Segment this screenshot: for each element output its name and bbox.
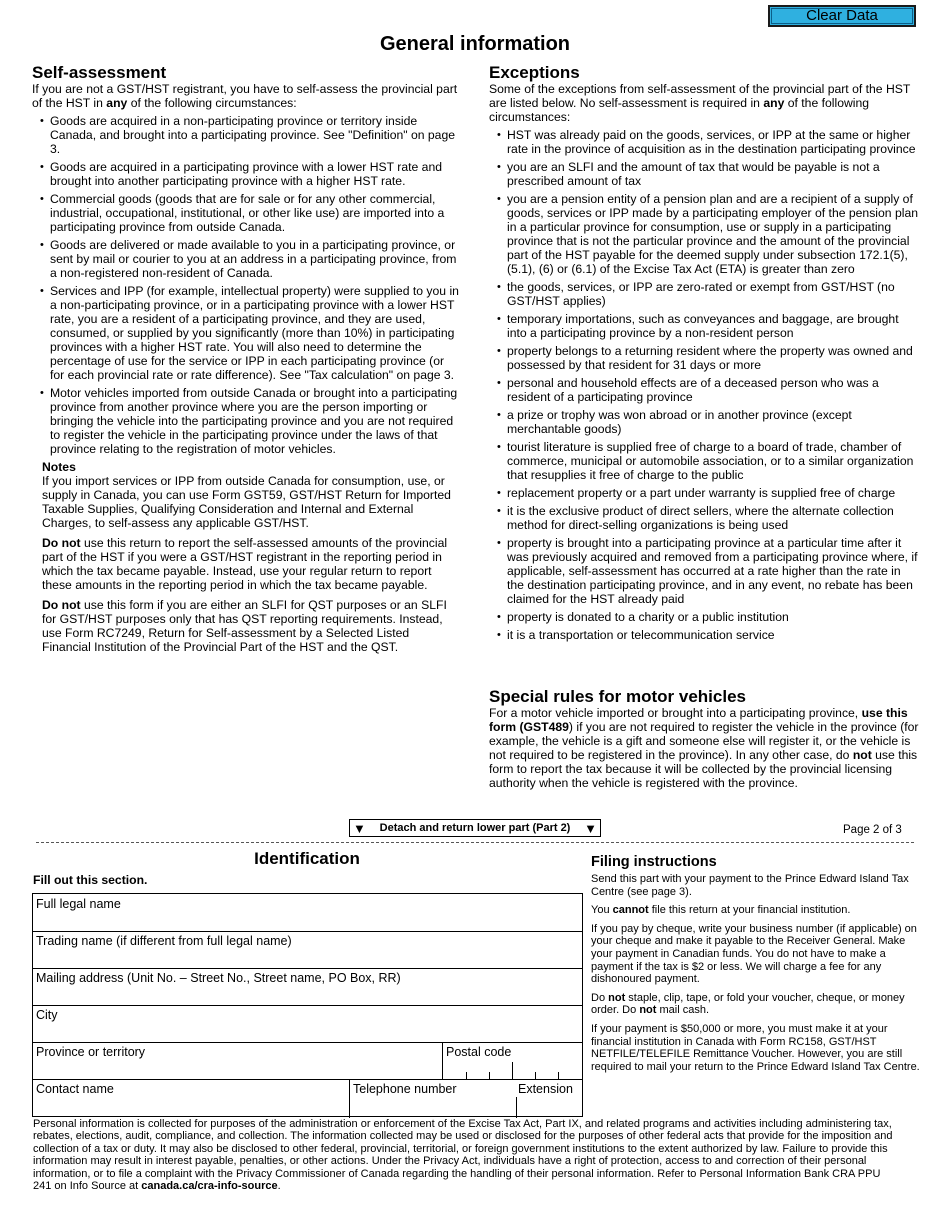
self-assessment-section <box>32 64 460 660</box>
list-item: • property belongs to a returning resident where the property was owned and possessed by that resident for 31 days or more <box>489 344 919 372</box>
list-item: • Motor vehicles imported from outside Canada or brought into a participating province from another province where you are the person importing or bringing the vehicle into the participating province and you are not required to register the vehicle in the participating province under the laws of that province relating to the registration of motor vehicles. <box>32 386 460 456</box>
filing-paragraph: If you pay by cheque, write your business number (if applicable) on your cheque and make it payable to the Receiver General. Make your payment in Canadian funds. You do not have to make a payment if the tax is $2 or less. We will charge a fee for any dishonoured payment. <box>591 922 917 986</box>
list-item: • it is the exclusive product of direct sellers, where the alternate collection method for direct-selling organizations is being used <box>489 504 919 532</box>
down-triangle-icon: ▼ <box>584 821 597 836</box>
list-item: • Services and IPP (for example, intellectual property) were supplied to you in a non-participating province, or in a participating province with a lower HST rate, you are a resident of a participating province, and they are used, consumed, or supplied by you significantly (more than 10%) in participating provinces with a higher HST rate. You will also need to determine the percentage of use for the service or IPP in each participating province (or for each provincial rate or rate difference). See "Tax calculation" on page 3. <box>32 284 460 382</box>
filing-paragraph: Send this part with your payment to the Prince Edward Island Tax Centre (see page 3). <box>591 873 909 898</box>
postal-code-label: Postal code <box>446 1045 512 1059</box>
trading-name-field[interactable] <box>33 931 582 968</box>
mailing-address-label: Mailing address (Unit No. – Street No., Street name, PO Box, RR) <box>36 971 401 985</box>
detach-line <box>36 842 914 843</box>
list-item: • Goods are delivered or made available to you in a participating province, or sent by mail or courier to you at an address in a participating province, from a non-registered non-resident of Canada. <box>32 238 460 280</box>
exceptions-section <box>489 64 919 646</box>
self-assessment-heading: Self-assessment <box>32 63 167 82</box>
city-label: City <box>36 1008 58 1022</box>
self-assessment-list <box>32 114 460 456</box>
filing-paragraph: Do not staple, clip, tape, or fold your voucher, cheque, or money order. Do not mail cash. <box>591 991 905 1017</box>
motor-vehicles-heading: Special rules for motor vehicles <box>489 687 746 706</box>
extension-field[interactable] <box>517 1079 582 1116</box>
motor-vehicles-text: For a motor vehicle imported or brought into a participating province, use this form (GST489) if you are not required to register the vehicle in the province (for example, the vehicle is a gift and someone else will register it, or the vehicle is not required to be registered in the province). In any other case, do not use this form to report the tax because it will be collected by the provincial licensing authority when the vehicle is registered with the province. <box>489 706 919 790</box>
detach-label: ▼ Detach and return lower part (Part 2) ▼ <box>349 819 601 837</box>
filing-paragraph: If your payment is $50,000 or more, you must make it at your financial institution in Canada with Form RC158, GST/HST NETFILE/TELEFILE Remittance Voucher. However, you are still required to mail your return to the Prince Edward Island Tax Centre. <box>591 1022 920 1073</box>
note-paragraph: Do not use this form if you are either an SLFI for QST purposes or an SLFI for GST/HST purposes only that has QST reporting requirements. Instead, use Form RC7249, Return for Self-assessment by a Selected Listed Financial Institution of the Provincial Part of the HST and the QST. <box>42 598 447 654</box>
telephone-field[interactable] <box>350 1079 516 1116</box>
extension-label: Extension <box>518 1082 573 1096</box>
mailing-address-field[interactable] <box>33 968 582 1005</box>
list-item: • you are an SLFI and the amount of tax that would be payable is not a prescribed amount of tax <box>489 160 919 188</box>
legal-name-field[interactable] <box>33 894 582 931</box>
list-item: • personal and household effects are of a deceased person who was a resident of a participating province <box>489 376 919 404</box>
identification-title: Identification <box>254 849 360 868</box>
page-title: General information <box>379 33 571 55</box>
list-item: • the goods, services, or IPP are zero-rated or exempt from GST/HST (no GST/HST applies) <box>489 280 919 308</box>
exceptions-intro: Some of the exceptions from self-assessment of the provincial part of the HST are listed below. No self-assessment is required in any of the following circumstances: <box>489 82 911 124</box>
telephone-label: Telephone number <box>353 1082 457 1096</box>
filing-instructions-heading: Filing instructions <box>591 854 717 870</box>
exceptions-list <box>489 128 919 642</box>
list-item: • Commercial goods (goods that are for sale or for any other commercial, industrial, occupational, institutional, or other like use) are imported into a participating province from outside Canada. <box>32 192 460 234</box>
exceptions-heading: Exceptions <box>489 63 580 82</box>
list-item: • Goods are acquired in a non-participating province or territory inside Canada, and brought into a participating province. See "Definition" on page 3. <box>32 114 460 156</box>
identification-form <box>32 893 583 1117</box>
clear-data-button[interactable]: Clear Data <box>768 5 916 27</box>
legal-name-label: Full legal name <box>36 897 121 911</box>
list-item: • a prize or trophy was won abroad or in another province (except merchantable goods) <box>489 408 919 436</box>
list-item: • property is donated to a charity or a public institution <box>489 610 919 624</box>
contact-name-label: Contact name <box>36 1082 114 1096</box>
list-item: • you are a pension entity of a pension plan and are a recipient of a supply of goods, services or IPP made by a participating employer of the pension plan in a particular province for consumption, use or supply in a participating province that is not the particular province and the amount of the provincial part of the HST payable for the deemed supply under subsection 172.1(5), (5.1), (6) or (6.1) of the Excise Tax Act (ETA) is greater than zero <box>489 192 919 276</box>
note-paragraph: Do not use this return to report the self-assessed amounts of the provincial part of the HST if you were a GST/HST registrant in the reporting period in which the tax became payable. Instead, use your regular return to report these amounts in the reporting period in which the tax became payable. <box>42 536 448 592</box>
contact-name-field[interactable] <box>33 1079 349 1116</box>
motor-vehicles-section <box>489 688 919 790</box>
province-label: Province or territory <box>36 1045 146 1059</box>
filing-instructions <box>591 873 921 1079</box>
privacy-notice: Personal information is collected for purposes of the administration or enforcement of the Excise Tax Act, Part IX, and related programs and activities including administering tax, rebates, elections, audit, compliance, and collection. The information collected may be used or disclosed for the purposes of other federal acts that provide for the imposition and collection of a tax or duty. It may also be disclosed to other federal, provincial, territorial, or foreign government institutions to the extent authorized by law. Failure to provide this information may result in interest payable, penalties, or other actions. Under the Privacy Act, individuals have a right of protection, access to and correction of their personal information, or to file a complaint with the Privacy Commissioner of Canada regarding the handling of their personal information. Refer to Personal Information Bank CRA PPU 241 on Info Source at canada.ca/cra-info-source. <box>33 1118 893 1193</box>
list-item: • temporary importations, such as conveyances and baggage, are brought into a participating province by a non-resident person <box>489 312 919 340</box>
trading-name-label: Trading name (if different from full legal name) <box>36 934 292 948</box>
self-assessment-intro: If you are not a GST/HST registrant, you have to self-assess the provincial part of the HST in any of the following circumstances: <box>32 82 458 110</box>
list-item: • Goods are acquired in a participating province with a lower HST rate and brought into another participating province with a higher HST rate. <box>32 160 460 188</box>
notes-heading: Notes <box>42 460 76 474</box>
page-number: Page 2 of 3 <box>843 824 902 836</box>
list-item: • property is brought into a participating province at a particular time after it was previously acquired and removed from a participating province where, if applicable, self-assessment has occurred at a rate higher than the rate in the destination participating province, and in any event, no rebate has been claimed for the HST already paid <box>489 536 919 606</box>
list-item: • replacement property or a part under warranty is supplied free of charge <box>489 486 919 500</box>
down-triangle-icon: ▼ <box>353 821 366 836</box>
city-field[interactable] <box>33 1005 582 1042</box>
list-item: • tourist literature is supplied free of charge to a board of trade, chamber of commerce, municipal or automobile association, or to a similar organization that resupplies it free of charge to the public <box>489 440 919 482</box>
filing-paragraph: You cannot file this return at your financial institution. <box>591 904 851 917</box>
province-field[interactable] <box>33 1042 442 1079</box>
list-item: • it is a transportation or telecommunication service <box>489 628 919 642</box>
info-source-link[interactable]: canada.ca/cra-info-source <box>141 1180 278 1193</box>
note-paragraph: If you import services or IPP from outside Canada for consumption, use, or supply in Canada, you can use Form GST59, GST/HST Return for Imported Taxable Supplies, Qualifying Consideration and Internal and External Charges, to self-assess any applicable GST/HST. <box>42 474 451 530</box>
list-item: • HST was already paid on the goods, services, or IPP at the same or higher rate in the province of acquisition as in the destination participating province <box>489 128 919 156</box>
identification-instruction: Fill out this section. <box>33 873 148 887</box>
